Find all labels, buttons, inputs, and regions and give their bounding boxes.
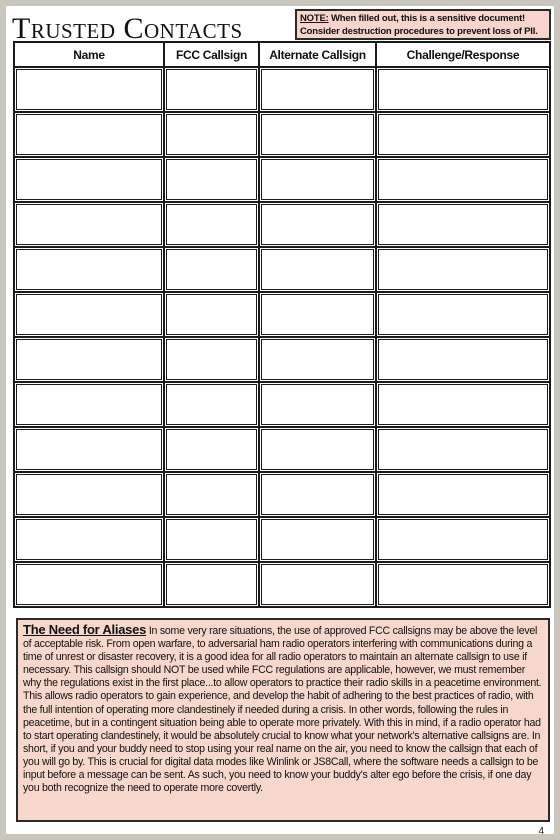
name-cell[interactable]	[14, 67, 164, 112]
table-row	[14, 202, 550, 247]
alternate-callsign-cell[interactable]	[259, 337, 376, 382]
fcc-callsign-cell[interactable]	[164, 337, 259, 382]
name-cell[interactable]	[14, 517, 164, 562]
name-cell[interactable]	[14, 292, 164, 337]
name-cell[interactable]	[14, 472, 164, 517]
note-line-1	[300, 13, 546, 26]
table-row	[14, 517, 550, 562]
challenge-response-cell[interactable]	[376, 382, 550, 427]
header-alternate-callsign: Alternate Callsign	[259, 42, 376, 67]
aliases-info-box	[16, 618, 550, 822]
table-row	[14, 157, 550, 202]
page-number: 4	[538, 826, 544, 837]
name-cell[interactable]	[14, 382, 164, 427]
table-row	[14, 337, 550, 382]
note-label: NOTE:	[300, 13, 329, 24]
challenge-response-cell[interactable]	[376, 247, 550, 292]
challenge-response-cell[interactable]	[376, 292, 550, 337]
table-row	[14, 67, 550, 112]
name-cell[interactable]	[14, 337, 164, 382]
alternate-callsign-cell[interactable]	[259, 292, 376, 337]
challenge-response-cell[interactable]	[376, 157, 550, 202]
header-name: Name	[14, 42, 164, 67]
fcc-callsign-cell[interactable]	[164, 517, 259, 562]
header-row	[14, 42, 550, 67]
alternate-callsign-cell[interactable]	[259, 112, 376, 157]
page	[6, 6, 554, 837]
fcc-callsign-cell[interactable]	[164, 202, 259, 247]
header-challenge-response: Challenge/Response	[376, 42, 550, 67]
challenge-response-cell[interactable]	[376, 337, 550, 382]
challenge-response-cell[interactable]	[376, 562, 550, 607]
name-cell[interactable]	[14, 157, 164, 202]
name-cell[interactable]	[14, 112, 164, 157]
fcc-callsign-cell[interactable]	[164, 562, 259, 607]
alternate-callsign-cell[interactable]	[259, 517, 376, 562]
name-cell[interactable]	[14, 562, 164, 607]
alternate-callsign-cell[interactable]	[259, 562, 376, 607]
name-cell[interactable]	[14, 202, 164, 247]
name-cell[interactable]	[14, 247, 164, 292]
fcc-callsign-cell[interactable]	[164, 427, 259, 472]
fcc-callsign-cell[interactable]	[164, 382, 259, 427]
challenge-response-cell[interactable]	[376, 517, 550, 562]
challenge-response-cell[interactable]	[376, 202, 550, 247]
sensitive-note	[295, 9, 551, 40]
fcc-callsign-cell[interactable]	[164, 292, 259, 337]
fcc-callsign-cell[interactable]	[164, 112, 259, 157]
challenge-response-cell[interactable]	[376, 427, 550, 472]
header-fcc-callsign: FCC Callsign	[164, 42, 259, 67]
fcc-callsign-cell[interactable]	[164, 157, 259, 202]
fcc-callsign-cell[interactable]	[164, 472, 259, 517]
table-row	[14, 112, 550, 157]
name-cell[interactable]	[14, 427, 164, 472]
note-line1-text: When filled out, this is a sensitive document!	[328, 13, 526, 24]
alternate-callsign-cell[interactable]	[259, 247, 376, 292]
alternate-callsign-cell[interactable]	[259, 67, 376, 112]
table-row	[14, 427, 550, 472]
aliases-heading: The Need for Aliases	[23, 622, 147, 637]
challenge-response-cell[interactable]	[376, 112, 550, 157]
contacts-table	[13, 41, 551, 608]
challenge-response-cell[interactable]	[376, 472, 550, 517]
table-row	[14, 472, 550, 517]
table-row	[14, 562, 550, 607]
table-row	[14, 382, 550, 427]
note-line-2: Consider destruction procedures to prevent loss of PII.	[300, 25, 538, 37]
aliases-body: In some very rare situations, the use of approved FCC callsigns may be above the level of acceptable risk. From open warfare, to adversarial ham radio operators interfering with communications during a time of unrest or disaster recovery, it is a good idea for all radio operators to maintain an alternate callsign to use if necessary. This callsign should NOT be used while FCC regulations are applicable, however, we must remember why the regulations exist in the first place...to allow operators to practice their radio skills in a peacetime environment. This allows radio operators to gain experience, and develop the habit of adhering to the best practices of radio, with the full intention of operating more clandestinely if needed during a crisis. In other words, following the rules in peacetime, but in a contingent situation being able to operate more privately. With this in mind, if a radio operator had to start operating clandestinely, it would be absolutely crucial to know what your network's alternative callsigns are. In short, if you and your buddy need to stop using your real name on the air, you need to know the callsign that each of you will go by. This is crucial for digital data modes like Winlink or JS8Call, where the software needs a callsign to be input before a message can be sent. As such, you need to know your buddy's alter ego before the crisis, if one day you both recognize the need to operate more covertly.	[23, 625, 542, 795]
table-row	[14, 292, 550, 337]
table-row	[14, 247, 550, 292]
alternate-callsign-cell[interactable]	[259, 202, 376, 247]
fcc-callsign-cell[interactable]	[164, 67, 259, 112]
contacts-body	[14, 67, 550, 607]
page-title: Trusted Contacts	[12, 12, 243, 45]
alternate-callsign-cell[interactable]	[259, 157, 376, 202]
fcc-callsign-cell[interactable]	[164, 247, 259, 292]
alternate-callsign-cell[interactable]	[259, 382, 376, 427]
alternate-callsign-cell[interactable]	[259, 472, 376, 517]
challenge-response-cell[interactable]	[376, 67, 550, 112]
alternate-callsign-cell[interactable]	[259, 427, 376, 472]
